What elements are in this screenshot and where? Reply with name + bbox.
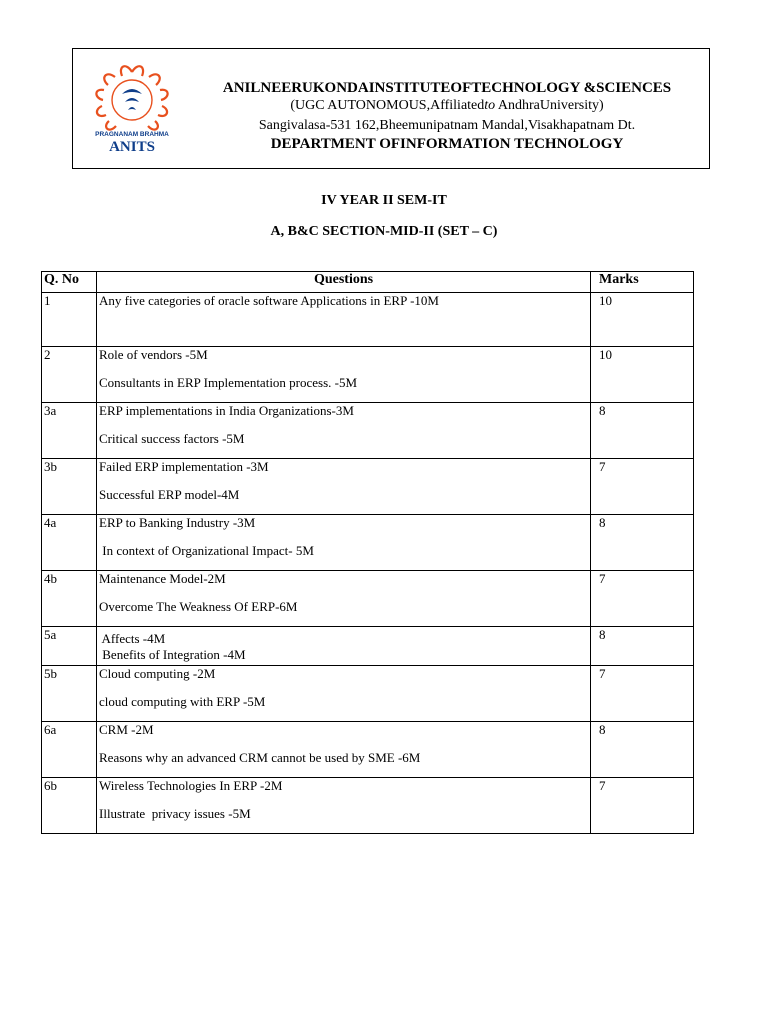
table-row: [42, 627, 694, 666]
question-marks: 8: [591, 515, 694, 571]
header-questions: Questions: [97, 272, 591, 293]
table-row: [42, 347, 694, 403]
table-row: [42, 459, 694, 515]
exam-section: A, B&C SECTION-MID-II (SET – C): [270, 224, 498, 239]
table-header-row: [42, 272, 694, 293]
question-line: Critical success factors -5M: [99, 431, 245, 446]
department: DEPARTMENT OFINFORMATION TECHNOLOGY: [270, 136, 624, 152]
affiliation-pre: (UGC AUTONOMOUS,Affiliated: [290, 98, 485, 113]
question-marks: 10: [591, 347, 694, 403]
exam-year: IV YEAR II SEM-IT: [321, 193, 447, 208]
question-line: Role of vendors -5M: [99, 347, 208, 362]
question-text: [97, 627, 591, 666]
question-line: CRM -2M: [99, 722, 154, 737]
question-line: Maintenance Model-2M: [99, 571, 226, 586]
anits-logo: [82, 58, 182, 158]
question-line: Successful ERP model-4M: [99, 487, 240, 502]
question-marks: 7: [591, 666, 694, 722]
question-line: Affects -4M: [99, 631, 166, 646]
question-text: [97, 722, 591, 778]
question-number: 1: [42, 293, 97, 347]
question-line: Any five categories of oracle software Applications in ERP -10M: [99, 293, 439, 308]
question-number: 4a: [42, 515, 97, 571]
logo-arc-text: PRAGNANAM BRAHMA: [95, 131, 169, 138]
question-line: Wireless Technologies In ERP -2M: [99, 778, 283, 793]
question-marks: 8: [591, 627, 694, 666]
table-row: [42, 571, 694, 627]
question-number: 6b: [42, 778, 97, 834]
question-line: ERP implementations in India Organizations-3M: [99, 403, 354, 418]
question-line: Benefits of Integration -4M: [99, 647, 246, 662]
questions-table-body: [42, 293, 694, 834]
question-number: 5b: [42, 666, 97, 722]
question-text: [97, 571, 591, 627]
affiliation: [193, 97, 701, 115]
question-line: Consultants in ERP Implementation process. -5M: [99, 375, 358, 390]
question-number: 3b: [42, 459, 97, 515]
question-line: In context of Organizational Impact- 5M: [99, 543, 314, 558]
table-row: [42, 666, 694, 722]
question-marks: 7: [591, 571, 694, 627]
question-marks: 8: [591, 403, 694, 459]
affiliation-post: AndhraUniversity): [495, 98, 604, 113]
question-number: 5a: [42, 627, 97, 666]
question-marks: 8: [591, 722, 694, 778]
table-row: [42, 515, 694, 571]
institute-name: ANILNEERUKONDAINSTITUTEOFTECHNOLOGY &SCIENCES: [222, 80, 672, 96]
question-marks: 10: [591, 293, 694, 347]
question-line: Failed ERP implementation -3M: [99, 459, 269, 474]
question-text: [97, 778, 591, 834]
affiliation-italic: to: [484, 98, 496, 113]
question-marks: 7: [591, 778, 694, 834]
question-line: ERP to Banking Industry -3M: [99, 515, 256, 530]
question-text: [97, 459, 591, 515]
question-line: Cloud computing -2M: [99, 666, 216, 681]
header-box: [72, 48, 710, 169]
table-row: [42, 403, 694, 459]
header-qno: Q. No: [42, 272, 97, 293]
question-number: 3a: [42, 403, 97, 459]
table-row: [42, 293, 694, 347]
question-text: [97, 347, 591, 403]
questions-table: [41, 271, 694, 834]
header-marks: Marks: [591, 272, 694, 293]
table-row: [42, 722, 694, 778]
question-line: Illustrate privacy issues -5M: [99, 806, 251, 821]
address: Sangivalasa-531 162,Bheemunipatnam Mandal,Visakhapatnam Dt.: [258, 118, 636, 133]
question-line: cloud computing with ERP -5M: [99, 694, 266, 709]
question-text: [97, 403, 591, 459]
question-number: 4b: [42, 571, 97, 627]
header-text: [193, 79, 701, 153]
table-row: [42, 778, 694, 834]
question-line: Overcome The Weakness Of ERP-6M: [99, 599, 298, 614]
logo-text: ANITS: [109, 139, 155, 155]
question-number: 2: [42, 347, 97, 403]
question-text: [97, 666, 591, 722]
question-text: [97, 515, 591, 571]
question-number: 6a: [42, 722, 97, 778]
question-marks: 7: [591, 459, 694, 515]
question-line: Reasons why an advanced CRM cannot be used by SME -6M: [99, 750, 421, 765]
question-text: [97, 293, 591, 347]
